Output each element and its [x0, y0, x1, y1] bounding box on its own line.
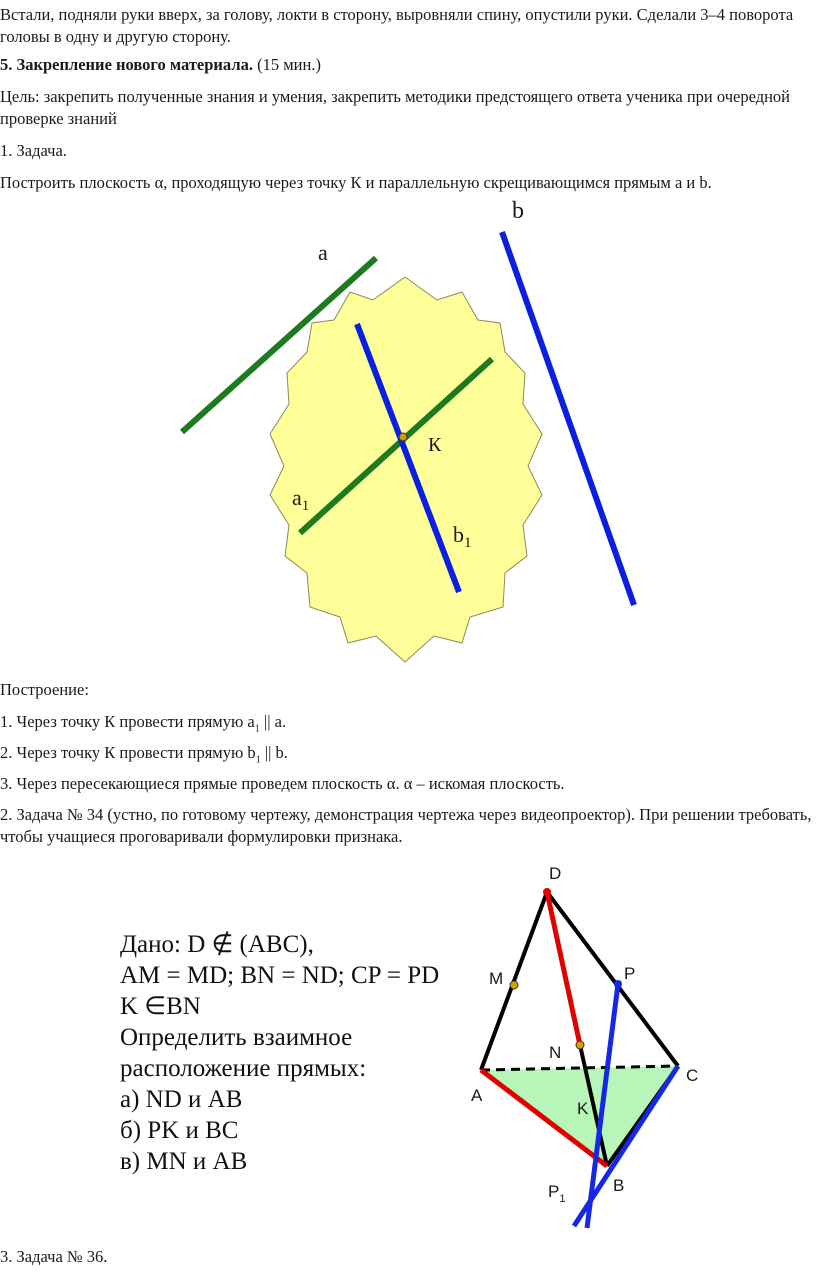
given-line-7: б) PK и BC	[120, 1117, 239, 1144]
exercise-paragraph: Встали, подняли руки вверх, за голову, локти в сторону, выровняли спину, опустили руки. Сделали 3–4 поворота головы в одну и другую сторону.	[0, 5, 794, 46]
task1-heading: 1. Задача.	[0, 141, 67, 160]
label-a1: $a_1$	[292, 485, 310, 514]
label-b: b	[512, 198, 524, 224]
given-line-6: а) ND и AB	[120, 1086, 243, 1113]
section-time: (15 мин.)	[252, 55, 321, 74]
section-heading	[0, 54, 812, 76]
goal-paragraph: Цель: закрепить полученные знания и умения, закрепить методики предстоящего ответа ученика при очередной проверке знаний	[0, 87, 790, 128]
task1-statement: Построить плоскость α, проходящую через точку К и параллельную скрещивающимся прямым a и b.	[0, 173, 712, 192]
label-M: M	[489, 969, 504, 988]
given-block	[120, 931, 439, 1175]
label-K: К	[428, 434, 442, 456]
point-D	[543, 888, 551, 896]
plane-alpha	[270, 277, 542, 662]
given-line-1: Дано: D ∉ (ABC),	[120, 931, 314, 958]
label-C: C	[686, 1066, 699, 1085]
point-K	[399, 433, 407, 441]
given-line-8: в) MN и AB	[120, 1148, 248, 1175]
label-K: K	[577, 1099, 589, 1118]
given-line-4: Определить взаимное	[120, 1024, 353, 1051]
label-A: A	[471, 1086, 483, 1105]
given-line-2: AM = MD; BN = ND; CP = PD	[120, 962, 440, 989]
label-b1: $b_1$	[453, 522, 472, 551]
label-D: D	[549, 864, 562, 883]
given-line-5: расположение прямых:	[120, 1055, 367, 1082]
point-M	[510, 981, 518, 989]
construction-heading: Построение:	[0, 680, 89, 699]
point-N	[576, 1041, 584, 1049]
step-1: 1. Через точку К провести прямую $a_1$ || a.	[0, 712, 287, 735]
point-P	[614, 980, 622, 988]
label-N: N	[549, 1043, 562, 1062]
task2-paragraph: 2. Задача № 34 (устно, по готовому чертежу, демонстрация чертежа через видеопроектор). При решении требовать, чтобы учащиеся проговаривали формулировки признака.	[0, 805, 812, 846]
figure-tetrahedron	[0, 855, 816, 1245]
step-3: 3. Через пересекающиеся прямые проведем плоскость α. α – искомая плоскость.	[0, 774, 565, 793]
figure-skew-lines	[0, 195, 816, 665]
label-P: P	[624, 964, 636, 983]
section-title: 5. Закрепление нового материала.	[0, 55, 253, 74]
label-B: B	[613, 1176, 625, 1195]
task3-heading: 3. Задача № 36.	[0, 1247, 108, 1266]
step-2: 2. Через точку К провести прямую $b_1$ || b.	[0, 743, 288, 766]
given-line-3: K ∈BN	[120, 993, 201, 1020]
label-a: a	[318, 240, 328, 265]
label-P1: $P_1$	[548, 1182, 566, 1205]
